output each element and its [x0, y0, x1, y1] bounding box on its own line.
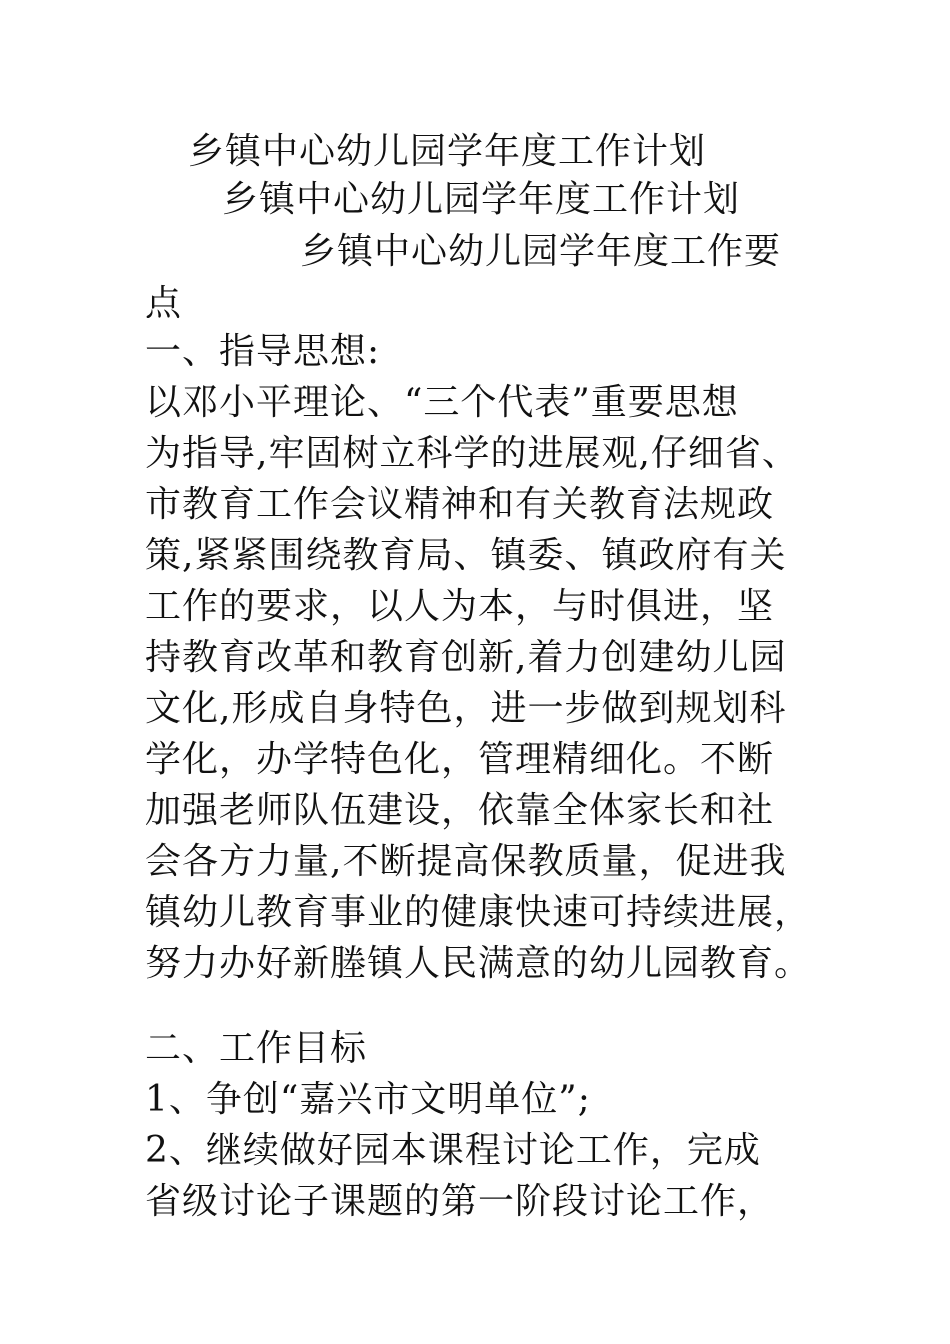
paragraph-line: 工作的要求，以人为本，与时俱进，坚 [145, 586, 775, 627]
paragraph-line: 以邓小平理论、“三个代表”重要思想 [145, 382, 739, 423]
paragraph-line: 加强老师队伍建设，依靠全体家长和社 [145, 790, 775, 831]
section-heading-guiding-thought: 一、指导思想: [145, 331, 381, 372]
paragraph-line: 策,紧紧围绕教育局、镇委、镇政府有关 [145, 535, 787, 576]
paragraph-line: 努力办好新塍镇人民满意的幼儿园教育。 [145, 943, 812, 984]
paragraph-line: 学化，办学特色化，管理精细化。不断 [145, 739, 775, 780]
paragraph-line: 为指导,牢固树立科学的进展观,仔细省、 [145, 433, 799, 474]
document-title: 乡镇中心幼儿园学年度工作计划 [188, 131, 707, 172]
paragraph-line: 持教育改革和教育创新,着力创建幼儿园 [145, 637, 787, 678]
paragraph-line: 镇幼儿教育事业的健康快速可持续进展， [145, 892, 812, 933]
paragraph-line: 文化,形成自身特色，进一步做到规划科 [145, 688, 787, 729]
goal-item: 2、继续做好园本课程讨论工作，完成 [145, 1130, 761, 1171]
document-heading: 乡镇中心幼儿园学年度工作要 [300, 231, 782, 272]
document-heading-wrap: 点 [145, 283, 183, 324]
goal-item-continued: 省级讨论子课题的第一阶段讨论工作， [145, 1181, 775, 1222]
goal-item: 1、争创“嘉兴市文明单位”; [145, 1079, 591, 1120]
document-subtitle: 乡镇中心幼儿园学年度工作计划 [222, 179, 741, 220]
paragraph-line: 会各方力量,不断提高保教质量，促进我 [145, 841, 787, 882]
section-heading-work-goals: 二、工作目标 [145, 1028, 368, 1069]
paragraph-line: 市教育工作会议精神和有关教育法规政 [145, 484, 775, 525]
